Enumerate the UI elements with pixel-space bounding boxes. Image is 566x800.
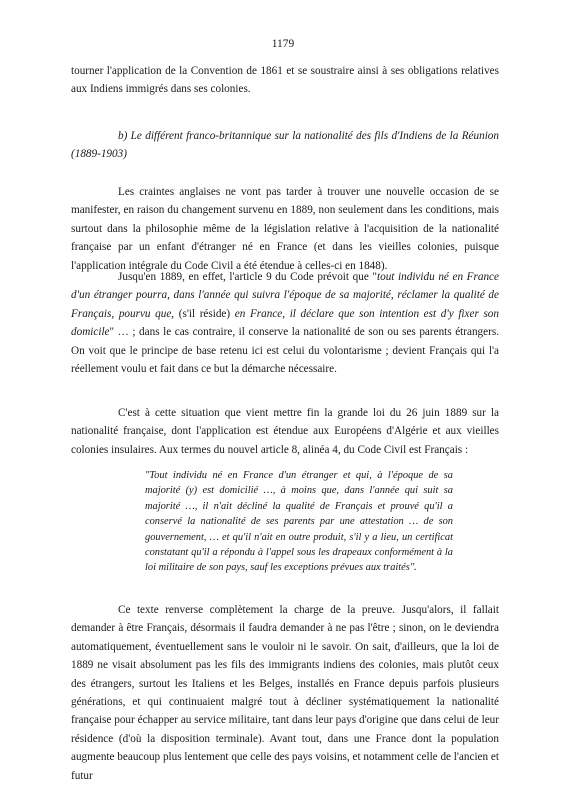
page-number: 1179 — [271, 38, 295, 50]
paragraph-continuation: tourner l'application de la Convention de 1861 et se soustraire ainsi à ses obligations relatives aux Indiens immigrés dans ses colonies. — [71, 65, 499, 96]
block-quote-article-8: "Tout individu né en France d'un étranger et qui, à l'époque de sa majorité (y) est domicilié …, à moins que, dans l'année qui suit sa majorité …, il n'ait décliné la qualité de Français et prouvé qu'il a conservé la nationalité de ses parents par une attestation … de son gouvernement, … et qu'il n'ait en outre produit, s'il y a lieu, un certificat constatant qu'il a répondu à l'appel sous les drapeaux conformément à la loi militaire de son pays, sauf les exceptions prévues aux traités". — [145, 470, 453, 574]
para3-text-e: " … ; dans le cas contraire, il conserve la nationalité de son ou ses parents étrangers. On voit que le principe de base retenu ici est celui du volontarisme ; devient Français qui l'a réellement voulu et fait dans ce but la démarche nécessaire. — [71, 326, 499, 376]
paragraph-fears: Les craintes anglaises ne vont pas tarder à trouver une nouvelle occasion de se manifester, en raison du changement survenu en 1889, non seulement dans les conditions, mais surtout dans la philosophie même de la législation relative à l'acquisition de la nationalité française par un enfant d'étranger né en France (et dans les vieilles colonies, puisque l'application intégrale du Code Civil a été étendue à celles-ci en 1848). — [71, 186, 499, 272]
para3-quote-d: en France, il déclare que son intention est d'y fixer son domicile — [71, 307, 499, 339]
para3-text-c: (s'il réside) — [174, 307, 235, 320]
para3-text-a: Jusqu'en 1889, en effet, l'article 9 du Code prévoit que " — [118, 271, 377, 283]
paragraph-article-9 — [71, 268, 499, 378]
paragraph-burden-of-proof: Ce texte renverse complètement la charge de la preuve. Jusqu'alors, il fallait demander à être Français, désormais il faudra demander à ne pas l'être ; sinon, on le deviendra automatiquement, éventuellement sans le vouloir ni le savoir. On sait, d'ailleurs, que la loi de 1889 ne visait absolument pas les fils des immigrants indiens des colonies, mais plutôt ceux des étrangers, surtout les Italiens et les Belges, installés en France depuis parfois plusieurs générations, et qui continuaient malgré tout à décliner systématiquement la nationalité française pour échapper au service militaire, tant dans leur pays d'origine que dans celui de leur résidence (d'où la disposition terminale). Avant tout, dans une France dont la population augmente beaucoup plus lentement que celle des pays voisins, et notamment celle de l'ancien et futur — [71, 604, 499, 782]
paragraph-law-1889: C'est à cette situation que vient mettre fin la grande loi du 26 juin 1889 sur la nationalité française, dont l'application est étendue aux Européens d'Algérie et aux vieilles colonies insulaires. Aux termes du nouvel article 8, alinéa 4, du Code Civil est Français : — [71, 407, 499, 456]
section-heading: b) Le différent franco-britannique sur la nationalité des fils d'Indiens de la Réunion (1889-1903) — [71, 130, 499, 161]
para3-quote-b: tout individu né en France d'un étranger pourra, dans l'année qui suivra l'époque de sa majorité, réclamer la qualité de Français, pourvu que, — [71, 271, 499, 320]
